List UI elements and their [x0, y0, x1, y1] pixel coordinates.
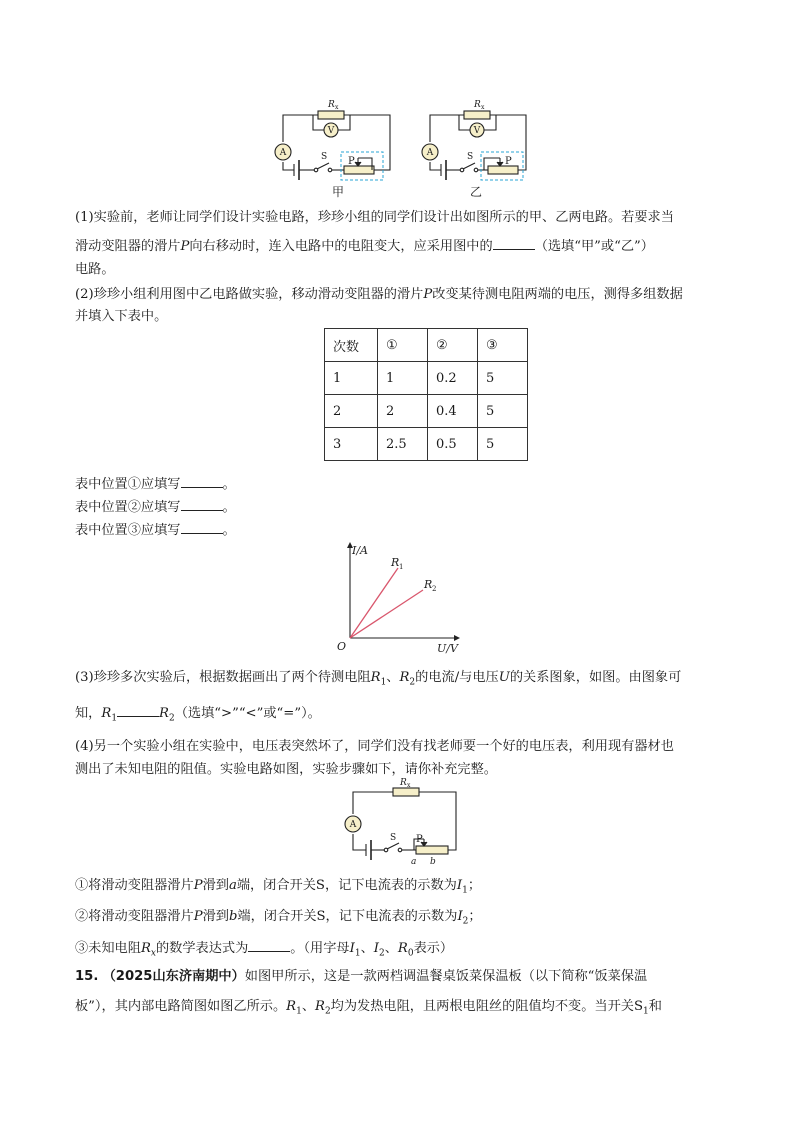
q1-line2: 滑动变阻器的滑片P向右移动时，连入电路中的电阻变大，应采用图中的 （选填“甲”或“乙”） [75, 236, 654, 257]
q2-line2: 并填入下表中。 [75, 309, 168, 324]
r1-label: R [391, 556, 400, 569]
ammeter-label: A [426, 148, 434, 158]
table-row [325, 329, 528, 362]
step-3: ③未知电阻$R_x$的数学表达式为 。（用字母$I_1$、$I_2$、$R_0$表示） [75, 938, 453, 964]
table-cell: 2 [378, 395, 428, 428]
terminal-a-label: a [411, 857, 417, 867]
q3-line2: 知，$R_1$ $R_2$（选填“>”“<”或“=”）。 [75, 703, 321, 729]
step-2: ②将滑动变阻器滑片P滑到b端，闭合开关S，记下电流表的示数为$I_2$； [75, 909, 482, 927]
q4-line1: (4)另一个实验小组在实验中，电压表突然坏了，同学们没有找老师要一个好的电压表，利用现有器材也 [75, 739, 674, 754]
circuit-yi [430, 111, 526, 180]
ammeter-label: A [279, 148, 287, 158]
iu-graph [330, 538, 470, 654]
answer-blank-q1[interactable] [493, 236, 535, 250]
line-r2 [350, 590, 423, 638]
r1-subscript: 1 [399, 563, 404, 571]
answer-blank-1[interactable] [181, 474, 223, 488]
rx-subscript: x [481, 104, 485, 111]
line-r1 [350, 568, 398, 638]
r2-label: R [424, 578, 433, 591]
caption-yi: 乙 [469, 185, 483, 199]
table-cell: 0.4 [428, 395, 478, 428]
rx-subscript: x [335, 104, 339, 111]
answer-blank-q4[interactable] [248, 938, 290, 952]
table-cell: 1 [325, 362, 378, 395]
fill-line-2: 表中位置②应填写 。 [75, 497, 236, 518]
q15-line1: 15. （2025山东济南期中）如图甲所示，这是一款两档调温餐桌饭菜保温板（以下简称“饭菜保温 [75, 969, 648, 984]
table-row [325, 395, 528, 428]
voltmeter-label: V [473, 126, 481, 136]
q4-line2: 测出了未知电阻的阻值。实验电路如图，实验步骤如下，请你补充完整。 [75, 762, 497, 777]
table-cell: 0.5 [428, 428, 478, 461]
table-cell: 5 [478, 362, 528, 395]
table-cell: 3 [325, 428, 378, 461]
terminal-b-label: b [430, 857, 436, 867]
x-axis-label: U/V [437, 642, 458, 654]
q15-line2: 板”），其内部电路简图如图乙所示。$R_1$、$R_2$均为发热电阻，且两根电阻丝的阻值均不变。当开关$S_1$和 [75, 999, 662, 1017]
fill-line-3: 表中位置③应填写 。 [75, 520, 236, 541]
circuit-diagram-top [268, 92, 538, 200]
slider-label: P [505, 156, 512, 167]
table-cell: ② [428, 329, 478, 362]
table-cell: 2 [325, 395, 378, 428]
table-cell: 次数 [325, 329, 378, 362]
table-cell: 5 [478, 395, 528, 428]
data-table [324, 328, 528, 461]
circuit-jia [283, 111, 390, 180]
table-cell: 5 [478, 428, 528, 461]
table-row [325, 428, 528, 461]
x-arrow-icon [454, 635, 460, 641]
q1-line3: 电路。 [75, 262, 115, 277]
switch-label: S [390, 833, 397, 843]
r2-subscript: 2 [432, 585, 437, 593]
rx-subscript: x [407, 782, 411, 789]
table-row [325, 362, 528, 395]
q1-line1: (1)实验前，老师让同学们设计实验电路，珍珍小组的同学们设计出如图所示的甲、乙两电路。若要求当 [75, 210, 674, 225]
circuit-diagram-q4 [338, 778, 468, 868]
answer-blank-2[interactable] [181, 497, 223, 511]
ammeter-label: A [349, 820, 357, 830]
fill-line-1: 表中位置①应填写 。 [75, 474, 236, 495]
slider-label: P [416, 834, 423, 845]
y-axis-label: I/A [352, 544, 368, 557]
answer-blank-q3[interactable] [117, 703, 159, 717]
answer-blank-3[interactable] [181, 520, 223, 534]
table-cell: ③ [478, 329, 528, 362]
table-cell: ① [378, 329, 428, 362]
rx-label: R [474, 100, 481, 110]
q2-line1: (2)珍珍小组利用图中乙电路做实验，移动滑动变阻器的滑片P改变某待测电阻两端的电压，测得多组数据 [75, 287, 683, 302]
table-cell: 2.5 [378, 428, 428, 461]
table-cell: 1 [378, 362, 428, 395]
rx-label: R [328, 100, 335, 110]
step-1: ①将滑动变阻器滑片P滑到a端，闭合开关S，记下电流表的示数为$I_1$； [75, 878, 481, 896]
q3-line1: (3)珍珍多次实验后，根据数据画出了两个待测电阻$R_1$、$R_2$的电流/与电压U的关系图象，如图。由图象可 [75, 670, 682, 688]
switch-label: S [321, 152, 328, 162]
switch-label: S [467, 152, 474, 162]
rx-label: R [400, 778, 407, 788]
origin-label: O [337, 640, 347, 653]
voltmeter-label: V [327, 126, 335, 136]
table-cell: 0.2 [428, 362, 478, 395]
caption-jia: 甲 [331, 185, 345, 199]
slider-label: P [348, 156, 355, 167]
